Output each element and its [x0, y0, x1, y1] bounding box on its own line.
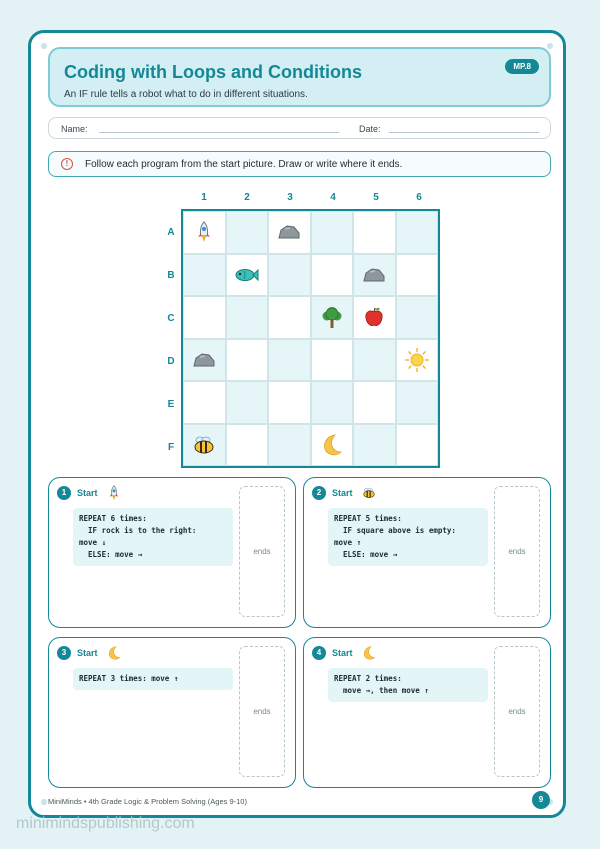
- code-line: REPEAT 3 times: move ↑: [79, 674, 179, 683]
- ends-label: ends: [253, 706, 271, 716]
- grid-cell-A4[interactable]: [311, 211, 354, 254]
- compass-icon: !: [61, 158, 73, 170]
- grid-cell-A5[interactable]: [353, 211, 396, 254]
- program-number: 4: [312, 646, 326, 660]
- start-label: Start: [77, 648, 98, 658]
- grid-cell-D4[interactable]: [311, 339, 354, 382]
- page-title: Coding with Loops and Conditions: [64, 62, 362, 82]
- name-date-bar: [48, 117, 551, 139]
- code-line: move ↑: [334, 538, 362, 547]
- instruction-text: Follow each program from the start picture. Draw or write where it ends.: [85, 159, 403, 170]
- grid-cell-E6[interactable]: [396, 381, 439, 424]
- sun-icon: [404, 347, 430, 373]
- code-line: move ↓: [79, 538, 107, 547]
- grid-cell-E1[interactable]: [183, 381, 226, 424]
- grid-cell-E3[interactable]: [268, 381, 311, 424]
- grid-cell-B1[interactable]: [183, 254, 226, 297]
- name-field[interactable]: [99, 132, 339, 133]
- grid-cell-B2[interactable]: [226, 254, 269, 297]
- code-line: ELSE: move →: [334, 550, 398, 559]
- row-label: A: [167, 227, 175, 238]
- bee-icon: [192, 435, 216, 455]
- grid-cell-A3[interactable]: [268, 211, 311, 254]
- grid-cell-B6[interactable]: [396, 254, 439, 297]
- grid-cell-A1[interactable]: [183, 211, 226, 254]
- footer-text: MiniMinds • 4th Grade Logic & Problem Solving (Ages 9-10): [48, 797, 247, 806]
- title-banner: [48, 47, 551, 107]
- column-label: 3: [287, 192, 293, 203]
- corner-dot: [41, 799, 47, 805]
- grid-cell-A2[interactable]: [226, 211, 269, 254]
- standard-badge: MP.8: [505, 59, 539, 74]
- grid-cell-C6[interactable]: [396, 296, 439, 339]
- code-line: ELSE: move →: [79, 550, 143, 559]
- grid-cell-E2[interactable]: [226, 381, 269, 424]
- grid-cell-B4[interactable]: [311, 254, 354, 297]
- code-line: move →, then move ↑: [334, 686, 429, 695]
- rock-icon: [192, 352, 216, 368]
- code-block: [73, 508, 233, 566]
- grid-cell-C3[interactable]: [268, 296, 311, 339]
- code-block: [328, 508, 488, 566]
- rock-icon: [362, 267, 386, 283]
- coordinate-grid: [181, 209, 440, 468]
- grid-cell-A6[interactable]: [396, 211, 439, 254]
- grid-cell-E4[interactable]: [311, 381, 354, 424]
- grid-cell-E5[interactable]: [353, 381, 396, 424]
- column-label: 4: [330, 192, 336, 203]
- program-number: 3: [57, 646, 71, 660]
- start-label: Start: [332, 488, 353, 498]
- rock-icon: [277, 224, 301, 240]
- grid-cell-C1[interactable]: [183, 296, 226, 339]
- answer-box[interactable]: [239, 486, 285, 617]
- moon-icon: [107, 645, 121, 666]
- answer-box[interactable]: [494, 486, 540, 617]
- page-number: 9: [532, 791, 550, 809]
- column-label: 6: [416, 192, 422, 203]
- rocket-icon: [196, 221, 212, 243]
- grid-cell-C2[interactable]: [226, 296, 269, 339]
- grid-cell-D6[interactable]: [396, 339, 439, 382]
- tree-icon: [322, 305, 342, 329]
- grid-cell-D2[interactable]: [226, 339, 269, 382]
- apple-icon: [364, 306, 384, 328]
- answer-box[interactable]: [239, 646, 285, 777]
- date-label: Date:: [359, 124, 381, 134]
- name-label: Name:: [61, 124, 88, 134]
- grid-cell-D3[interactable]: [268, 339, 311, 382]
- start-label: Start: [332, 648, 353, 658]
- watermark: minimindspublishing.com: [16, 815, 195, 832]
- grid-cell-B5[interactable]: [353, 254, 396, 297]
- ends-label: ends: [508, 706, 526, 716]
- page-subtitle: An IF rule tells a robot what to do in different situations.: [64, 89, 308, 100]
- row-label: D: [167, 356, 175, 367]
- instruction-bar: [48, 151, 551, 177]
- grid-cell-D5[interactable]: [353, 339, 396, 382]
- ends-label: ends: [253, 546, 271, 556]
- rocket-icon: [107, 485, 121, 506]
- corner-dot: [41, 43, 47, 49]
- code-block: [73, 668, 233, 690]
- date-field[interactable]: [389, 132, 539, 133]
- row-label: E: [167, 399, 175, 410]
- code-line: REPEAT 6 times:: [79, 514, 147, 523]
- bee-icon: [362, 485, 376, 506]
- program-card-4: [303, 637, 551, 788]
- grid-cell-F3[interactable]: [268, 424, 311, 467]
- code-line: IF square above is empty:: [334, 526, 456, 535]
- start-label: Start: [77, 488, 98, 498]
- grid-cell-B3[interactable]: [268, 254, 311, 297]
- grid-cell-F1[interactable]: [183, 424, 226, 467]
- column-label: 1: [201, 192, 207, 203]
- ends-label: ends: [508, 546, 526, 556]
- row-label: C: [167, 313, 175, 324]
- grid-cell-D1[interactable]: [183, 339, 226, 382]
- grid-cell-F5[interactable]: [353, 424, 396, 467]
- program-number: 2: [312, 486, 326, 500]
- program-card-2: [303, 477, 551, 628]
- column-label: 2: [244, 192, 250, 203]
- grid-cell-F6[interactable]: [396, 424, 439, 467]
- code-line: REPEAT 2 times:: [334, 674, 402, 683]
- code-line: REPEAT 5 times:: [334, 514, 402, 523]
- fish-icon: [235, 268, 259, 282]
- moon-icon: [321, 433, 343, 457]
- program-card-1: [48, 477, 296, 628]
- code-block: [328, 668, 488, 702]
- row-label: F: [167, 442, 175, 453]
- grid-cell-C4[interactable]: [311, 296, 354, 339]
- grid-cell-F4[interactable]: [311, 424, 354, 467]
- grid-cell-C5[interactable]: [353, 296, 396, 339]
- answer-box[interactable]: [494, 646, 540, 777]
- corner-dot: [547, 43, 553, 49]
- grid-cell-F2[interactable]: [226, 424, 269, 467]
- column-label: 5: [373, 192, 379, 203]
- row-label: B: [167, 270, 175, 281]
- program-number: 1: [57, 486, 71, 500]
- code-line: IF rock is to the right:: [79, 526, 197, 535]
- moon-icon: [362, 645, 376, 666]
- program-card-3: [48, 637, 296, 788]
